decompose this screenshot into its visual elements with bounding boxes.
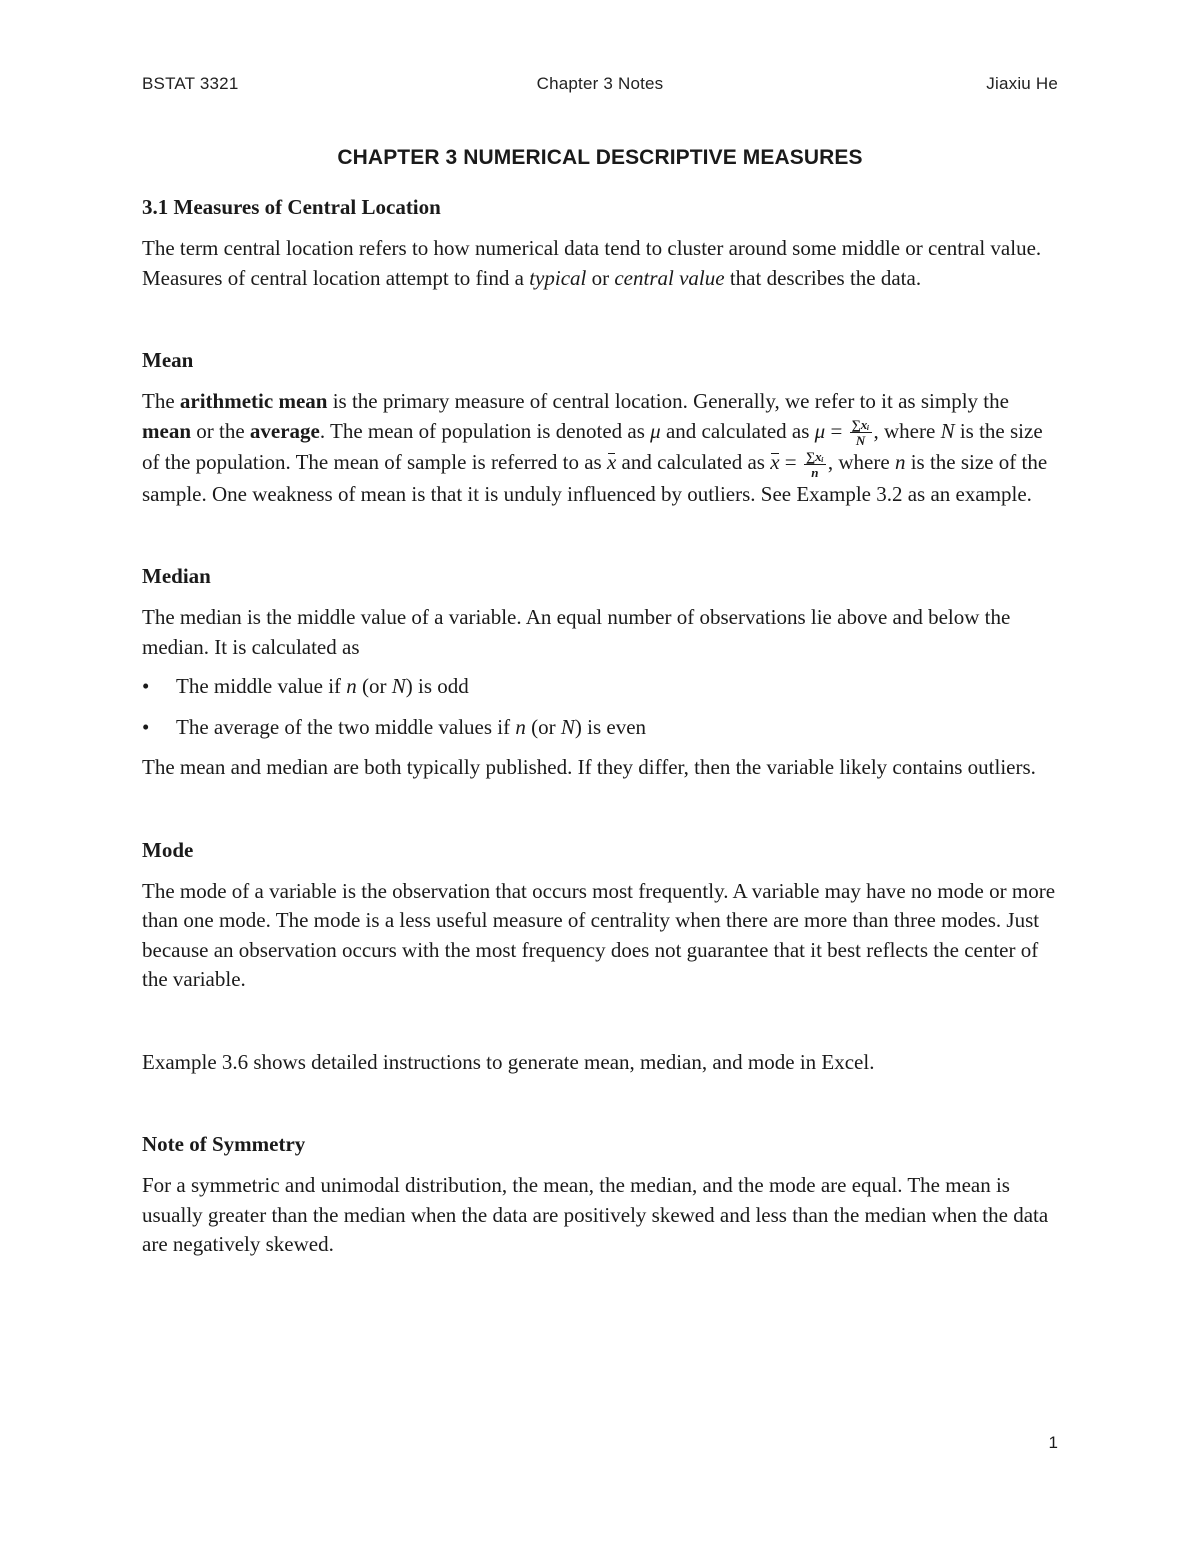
intro-paragraph: The term central location refers to how numerical data tend to cluster around some middle or central value. Measures of central location attempt to find a typical or central value that describes the data. xyxy=(142,236,1042,290)
header-course: BSTAT 3321 xyxy=(142,74,239,93)
median-heading: Median xyxy=(142,564,211,589)
header-chapter: Chapter 3 Notes xyxy=(536,74,664,93)
document-body xyxy=(142,193,1062,1260)
median-intro: The median is the middle value of a variable. An equal number of observations lie above and below the median. It is calculated as xyxy=(142,605,1011,659)
page-number: 1 xyxy=(1048,1433,1058,1452)
list-item: • The middle value if n (or N) is odd xyxy=(142,674,469,699)
example-note: Example 3.6 shows detailed instructions to generate mean, median, and mode in Excel. xyxy=(142,1049,875,1074)
chapter-title: CHAPTER 3 NUMERICAL DESCRIPTIVE MEASURES xyxy=(337,146,863,169)
symmetry-heading: Note of Symmetry xyxy=(142,1132,306,1157)
mean-heading: Mean xyxy=(142,348,194,372)
mode-paragraph: The mode of a variable is the observation that occurs most frequently. A variable may have no mode or more than one mode. The mode is a less useful measure of centrality when there are more than three modes. Just because an observation occurs with the most frequency does not guarantee that it best reflects the center of the variable. xyxy=(142,878,1056,992)
header-author: Jiaxiu He xyxy=(986,74,1058,93)
symmetry-paragraph: For a symmetric and unimodal distribution, the mean, the median, and the mode are equal. The mean is usually greater than the median when the data are positively skewed and less than the median when the data are negatively skewed. xyxy=(142,1173,1049,1257)
x-bar-symbol: x xyxy=(607,448,616,478)
section-heading: 3.1 Measures of Central Location xyxy=(142,195,441,219)
mode-heading: Mode xyxy=(142,837,194,862)
sample-mean-fraction: $\frac{\text{∑xᵢ}}{n}$ xyxy=(805,448,824,480)
median-outro: The mean and median are both typically published. If they differ, then the variable likely contains outliers. xyxy=(142,755,1036,780)
mean-paragraph: The arithmetic mean is the primary measure of central location. Generally, we refer to it as simply the mean or the average. The mean of population is denoted as μ and calculated as μ = $\frac{\text{∑xᵢ}}{N}$ , where N is the size of the population. The mean of sample is referred to as x and calculated as x = $\frac{\text{∑xᵢ}}{n}$ , where n is the size of the sample. One weakness of mean is that it is unduly influenced by outliers. See Example 3.2 as an example. xyxy=(142,389,1048,506)
list-item: • The average of the two middle values if n (or N) is even xyxy=(142,714,647,739)
population-mean-fraction: $\frac{\text{∑xᵢ}}{N}$ xyxy=(851,417,870,449)
mu-symbol: μ xyxy=(650,418,661,443)
median-rules-list xyxy=(142,672,1062,742)
